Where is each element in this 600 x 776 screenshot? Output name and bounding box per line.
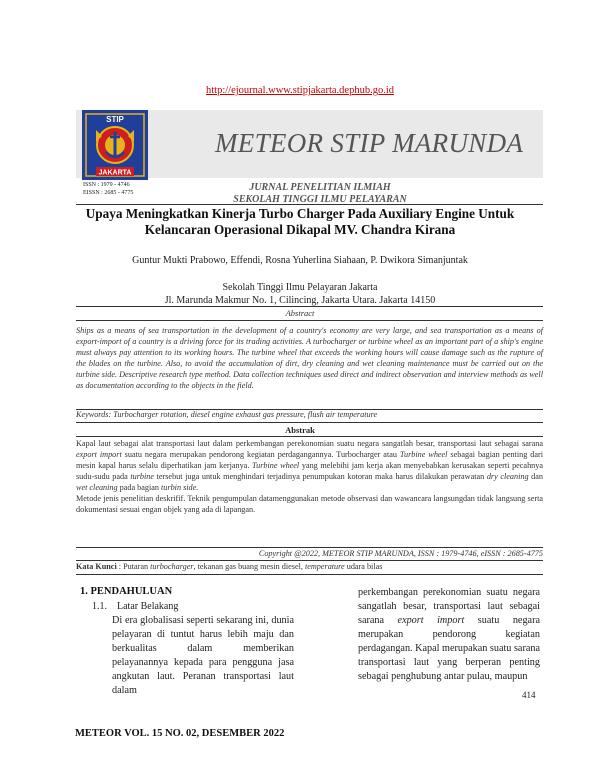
abstract-heading: Abstract — [285, 308, 315, 318]
abstrak-heading: Abstrak — [285, 425, 315, 435]
copyright-notice: Copyright @2022, METEOR STIP MARUNDA, ISSN : 1979-4746, eISSN : 2685-4775 — [258, 549, 543, 558]
affiliation-address: Jl. Marunda Makmur No. 1, Cilincing, Jakarta Utara. Jakarta 14150 — [164, 295, 436, 306]
issn-print: ISSN : 1979 - 4746 — [83, 182, 130, 188]
abstrak-text — [76, 438, 543, 515]
stip-logo-icon — [82, 110, 148, 180]
abstract-text: Ships as a means of sea transportation in the development of a country's economy are very large, and sea transportation as a means of export-import of a country is a driving force for its trading activities. A turbocharger or turbine wheel as an important part of a ship's engine must always pay attention to its working hours. The turbine wheel that exceeds the working hours will cause damage such as the rupture of the blades on the turbine. Also, to avoid the accumulation of dirt, dry cleaning and wet cleaning maintenance must be carried out on the turbine side. Descriptive research type method. Data collection techniques used direct and indirect observation and interview methods as well as documentation according to the objects in the field. — [76, 326, 543, 390]
kata-kunci: Kata Kunci : Putaran turbocharger, tekanan gas buang mesin diesel, temperature udara bilas — [76, 562, 383, 571]
abstrak-paragraph-1: Kapal laut sebagai alat transportasi laut dalam perkembangan perekonomian suatu negara sangatlah besar, transportasi laut sebagai sarana export import suatu negara merupakan pendorong kegiatan perdagangannya. Turbocharger atau Turbine wheel sebagai bagian penting dari mesin kapal harus selalu diperhatikan jam kerjanya. Turbine wheel yang melebihi jam kerja akan menyebabkan kerusakan seperti pecahnya sudu-sudu pada turbine tersebut juga untuk menghindari terjadinya penumpukan kotoran maka harus dilakukan perawatan dry cleaning dan wet cleaning pada bagian turbin side. — [76, 439, 543, 492]
issue-footer: METEOR VOL. 15 NO. 02, DESEMBER 2022 — [75, 728, 285, 739]
subtitle-line-1: JURNAL PENELITIAN ILMIAH — [249, 182, 391, 193]
copyright-top-divider — [76, 547, 543, 548]
page-number: 414 — [522, 690, 536, 700]
svg-text:STIP: STIP — [106, 115, 124, 124]
journal-subtitle — [0, 182, 600, 206]
abstrak-paragraph-2: Metode jenis penelitian deskrifif. Teknik pengumpulan datamenggunakan metode observasi dan wawancara langsungdan tidak langsung serta dokumentasi sesuai engan objek yang ada di lapangan. — [76, 494, 543, 514]
abstrak-top-divider — [76, 422, 543, 423]
abstract-heading-divider — [76, 320, 543, 321]
katakunci-top-divider — [76, 560, 543, 561]
article-title: Upaya Meningkatkan Kinerja Turbo Charger Pada Auxiliary Engine Untuk Kelancaran Operasional Dikapal MV. Chandra Kirana — [85, 206, 515, 237]
affiliation-name: Sekolah Tinggi Ilmu Pelayaran Jakarta — [222, 282, 378, 293]
body-column-left: Di era globalisasi seperti sekarang ini, dunia pelayaran di tuntut harus lebih maju dan berkualitas dalam memberikan pelayanannya kepada para pengguna jasa angkutan laut. Peranan transportasi laut dalam — [112, 615, 294, 696]
body-column-right: perkembangan perekonomian suatu negara sangatlah besar, transportasi laut sebagai sarana export import suatu negara merupakan pendorong kegiatan perdagangan. Kapal merupakan suatu sarana transportasi laut yang berperan penting sebagai penghubung antar pulau, maupun — [358, 587, 540, 682]
article-affiliation — [0, 281, 600, 307]
subtitle-line-2: SEKOLAH TINGGI ILMU PELAYARAN — [233, 194, 407, 205]
subsection-heading: 1.1. Latar Belakang — [92, 601, 179, 612]
abstrak-heading-divider — [76, 436, 543, 437]
article-authors: Guntur Mukti Prabowo, Effendi, Rosna Yuherlina Siahaan, P. Dwikora Simanjuntak — [132, 255, 468, 266]
issn-online: EISSN : 2685 - 4775 — [83, 190, 134, 196]
katakunci-bottom-divider — [76, 574, 543, 575]
svg-text:JAKARTA: JAKARTA — [98, 169, 132, 177]
journal-title: METEOR STIP MARUNDA — [215, 128, 524, 158]
abstract-top-divider — [76, 306, 543, 307]
section-heading: 1. PENDAHULUAN — [80, 586, 173, 597]
header-divider — [76, 204, 543, 205]
journal-url-link[interactable]: http://ejournal.www.stipjakarta.dephub.go.id — [206, 85, 394, 96]
keywords-english: Keywords: Turbocharger rotation, diesel engine exhaust gas pressure, flush air temperature — [76, 410, 378, 419]
stip-logo — [82, 110, 148, 180]
